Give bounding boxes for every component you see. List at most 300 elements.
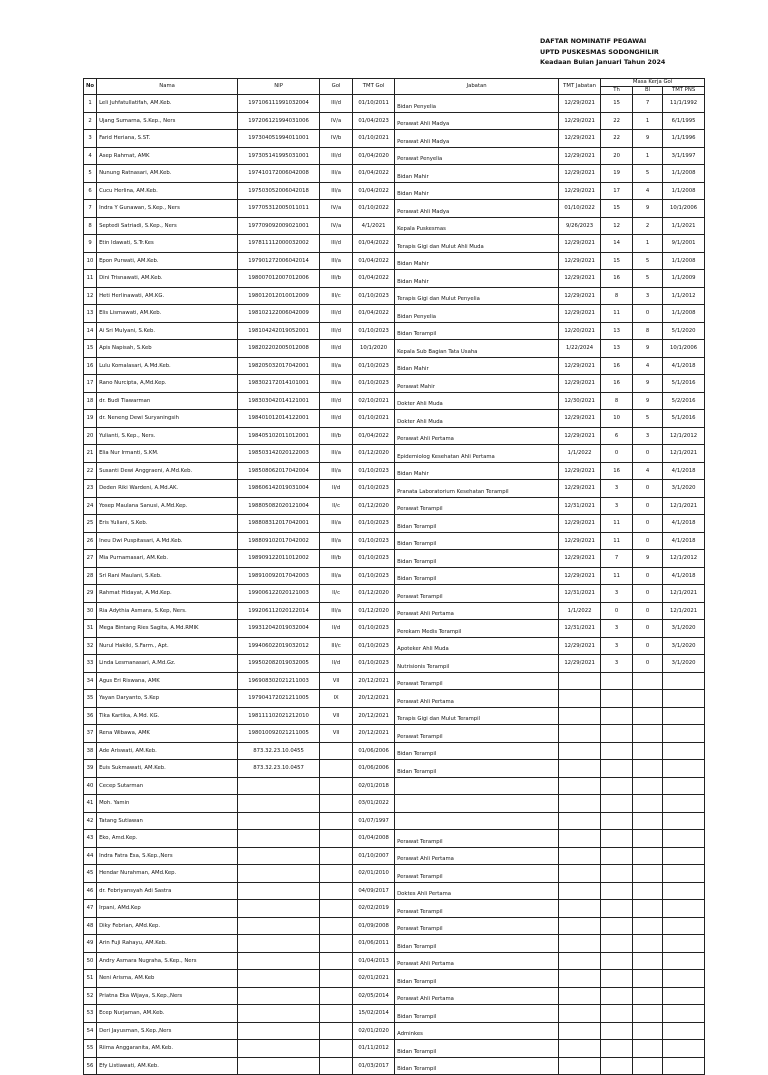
cell-jabatan: Perawat Ahli Pertama — [395, 427, 559, 445]
cell-gol — [320, 795, 353, 813]
table-row — [84, 427, 705, 445]
cell-tmt-gol: 01/06/2006 — [353, 760, 395, 778]
cell-jabatan: Doktes Ahli Pertama — [395, 882, 559, 900]
cell-jabatan: Perawat Terampil — [395, 830, 559, 848]
cell-tmt-gol: 02/01/2021 — [353, 970, 395, 988]
cell-tmt-pns: 1/1/2021 — [663, 217, 705, 235]
cell-tmt-gol: 01/10/2023 — [353, 322, 395, 340]
cell-tmt-gol: 03/01/2022 — [353, 795, 395, 813]
cell-no: 11 — [84, 270, 97, 288]
cell-th: 8 — [601, 392, 633, 410]
cell-no: 12 — [84, 287, 97, 305]
cell-nama: Moh. Yamin — [97, 795, 238, 813]
cell-nama: Apis Napisah, S.Keb — [97, 340, 238, 358]
table-row — [84, 917, 705, 935]
cell-tmt-gol: 01/10/2023 — [353, 515, 395, 533]
col-header-th: Th — [601, 87, 633, 95]
cell-tmt-pns: 4/1/2018 — [663, 567, 705, 585]
table-row — [84, 462, 705, 480]
cell-tmt-pns — [663, 742, 705, 760]
cell-jabatan: Bidan Terampil — [395, 935, 559, 953]
cell-gol: III/b — [320, 550, 353, 568]
cell-nama: Etin Idawati, S.Tr.Kes — [97, 235, 238, 253]
table-row — [84, 952, 705, 970]
cell-gol: III/d — [320, 392, 353, 410]
cell-tmt-gol: 01/10/2022 — [353, 200, 395, 218]
cell-tmt-pns: 5/2/2016 — [663, 392, 705, 410]
cell-tmt-jabatan: 12/29/2021 — [559, 287, 601, 305]
cell-th: 11 — [601, 532, 633, 550]
cell-tmt-gol: 01/12/2020 — [353, 497, 395, 515]
cell-nip: 197206121994031006 — [238, 112, 320, 130]
cell-th: 17 — [601, 182, 633, 200]
cell-tmt-pns — [663, 987, 705, 1005]
cell-nama: Arin Fuji Rahayu, AM.Keb. — [97, 935, 238, 953]
cell-gol: II/d — [320, 655, 353, 673]
cell-tmt-jabatan: 12/30/2021 — [559, 392, 601, 410]
cell-tmt-jabatan — [559, 1057, 601, 1075]
table-row — [84, 742, 705, 760]
cell-gol: IV/a — [320, 217, 353, 235]
cell-gol — [320, 935, 353, 953]
cell-tmt-jabatan — [559, 725, 601, 743]
cell-nama: Lulu Komalasari, A.Md.Keb. — [97, 357, 238, 375]
cell-th: 22 — [601, 130, 633, 148]
cell-tmt-gol: 20/12/2021 — [353, 672, 395, 690]
cell-tmt-gol: 02/10/2021 — [353, 392, 395, 410]
cell-nip — [238, 1057, 320, 1075]
table-row — [84, 305, 705, 323]
cell-gol — [320, 1022, 353, 1040]
cell-jabatan: Apoteker Ahli Muda — [395, 637, 559, 655]
cell-bl — [633, 952, 663, 970]
cell-tmt-pns: 4/1/2018 — [663, 357, 705, 375]
cell-nip: 197811112000032002 — [238, 235, 320, 253]
cell-tmt-jabatan: 12/29/2021 — [559, 462, 601, 480]
cell-tmt-jabatan: 12/29/2021 — [559, 112, 601, 130]
cell-th: 13 — [601, 322, 633, 340]
cell-th — [601, 725, 633, 743]
cell-gol: II/c — [320, 497, 353, 515]
cell-no: 10 — [84, 252, 97, 270]
cell-nip: 198910092017042003 — [238, 567, 320, 585]
cell-tmt-jabatan: 12/29/2021 — [559, 567, 601, 585]
cell-bl — [633, 970, 663, 988]
cell-gol — [320, 742, 353, 760]
cell-no: 17 — [84, 375, 97, 393]
cell-nama: Yulianti, S.Kep., Ners. — [97, 427, 238, 445]
cell-tmt-jabatan: 12/31/2021 — [559, 620, 601, 638]
cell-tmt-gol: 01/10/2011 — [353, 95, 395, 113]
cell-bl: 7 — [633, 95, 663, 113]
cell-tmt-pns: 12/1/2021 — [663, 602, 705, 620]
cell-th: 15 — [601, 200, 633, 218]
table-row — [84, 112, 705, 130]
cell-nama: dr. Budi Tiawarman — [97, 392, 238, 410]
cell-tmt-jabatan: 1/1/2022 — [559, 602, 601, 620]
table-row — [84, 707, 705, 725]
cell-jabatan: Perawat Terampil — [395, 865, 559, 883]
cell-tmt-pns: 1/1/2009 — [663, 270, 705, 288]
cell-bl: 9 — [633, 375, 663, 393]
cell-tmt-pns: 1/1/1996 — [663, 130, 705, 148]
cell-nama: Eko, Amd.Kep. — [97, 830, 238, 848]
cell-nip: 198012012010012009 — [238, 287, 320, 305]
cell-gol: III/a — [320, 252, 353, 270]
cell-gol: III/a — [320, 165, 353, 183]
cell-th: 3 — [601, 497, 633, 515]
table-row — [84, 357, 705, 375]
cell-bl: 0 — [633, 532, 663, 550]
cell-jabatan: Perawat Ahli Pertama — [395, 847, 559, 865]
table-row — [84, 812, 705, 830]
cell-nip: 198503142020122003 — [238, 445, 320, 463]
cell-tmt-jabatan: 01/10/2022 — [559, 200, 601, 218]
cell-no: 16 — [84, 357, 97, 375]
cell-tmt-gol: 10/1/2020 — [353, 340, 395, 358]
cell-tmt-gol: 01/04/2013 — [353, 952, 395, 970]
cell-tmt-gol: 02/01/2020 — [353, 1022, 395, 1040]
cell-jabatan: Bidan Penyelia — [395, 95, 559, 113]
cell-tmt-pns: 3/1/2020 — [663, 480, 705, 498]
cell-bl: 1 — [633, 235, 663, 253]
cell-tmt-jabatan — [559, 812, 601, 830]
cell-no: 34 — [84, 672, 97, 690]
cell-tmt-jabatan — [559, 760, 601, 778]
cell-bl — [633, 1005, 663, 1023]
cell-tmt-jabatan: 12/29/2021 — [559, 95, 601, 113]
table-row — [84, 602, 705, 620]
cell-nama: Ecep Nurjaman, AM.Keb. — [97, 1005, 238, 1023]
cell-no: 46 — [84, 882, 97, 900]
cell-gol: III/a — [320, 567, 353, 585]
cell-tmt-jabatan — [559, 847, 601, 865]
cell-gol — [320, 812, 353, 830]
cell-nama: Cucu Herlina, AM.Keb. — [97, 182, 238, 200]
table-row — [84, 375, 705, 393]
cell-bl — [633, 812, 663, 830]
cell-no: 38 — [84, 742, 97, 760]
cell-bl: 5 — [633, 270, 663, 288]
cell-no: 28 — [84, 567, 97, 585]
cell-nama: Mega Bintang Ries Sagita, A.Md.RMIK — [97, 620, 238, 638]
employee-table — [83, 78, 705, 1075]
cell-bl: 0 — [633, 637, 663, 655]
cell-tmt-pns: 4/1/2018 — [663, 532, 705, 550]
cell-nama: Eris Yuliani, S.Keb. — [97, 515, 238, 533]
cell-no: 18 — [84, 392, 97, 410]
cell-tmt-gol: 01/10/2023 — [353, 375, 395, 393]
cell-tmt-pns: 3/1/2020 — [663, 655, 705, 673]
cell-bl: 1 — [633, 147, 663, 165]
cell-th — [601, 847, 633, 865]
cell-gol: III/a — [320, 357, 353, 375]
cell-jabatan: Perawat Ahli Pertama — [395, 602, 559, 620]
cell-bl — [633, 760, 663, 778]
cell-jabatan: Bidan Terampil — [395, 1005, 559, 1023]
cell-th — [601, 882, 633, 900]
cell-tmt-jabatan — [559, 795, 601, 813]
cell-th — [601, 865, 633, 883]
cell-nama: Dini Trisnawati, AM.Keb. — [97, 270, 238, 288]
cell-tmt-jabatan: 1/22/2024 — [559, 340, 601, 358]
cell-gol: II/d — [320, 620, 353, 638]
cell-tmt-jabatan: 12/29/2021 — [559, 165, 601, 183]
cell-nama: dr. Neneng Dewi Suryaningsih — [97, 410, 238, 428]
cell-tmt-jabatan — [559, 830, 601, 848]
cell-th: 16 — [601, 462, 633, 480]
cell-bl: 0 — [633, 655, 663, 673]
cell-nama: Rano Nurcipta, A,Md.Kep. — [97, 375, 238, 393]
col-header-gol: Gol — [320, 79, 353, 95]
cell-gol — [320, 847, 353, 865]
cell-tmt-pns: 10/1/2006 — [663, 200, 705, 218]
cell-no: 7 — [84, 200, 97, 218]
cell-no: 21 — [84, 445, 97, 463]
table-row — [84, 392, 705, 410]
cell-bl: 0 — [633, 445, 663, 463]
cell-nama: Leli Juhfatullatifah, AM.Keb. — [97, 95, 238, 113]
cell-nip: 197705312005011011 — [238, 200, 320, 218]
cell-tmt-pns: 12/1/2012 — [663, 550, 705, 568]
cell-jabatan: Bidan Terampil — [395, 970, 559, 988]
cell-tmt-gol: 01/10/2023 — [353, 655, 395, 673]
cell-th — [601, 935, 633, 953]
cell-bl: 0 — [633, 602, 663, 620]
cell-jabatan — [395, 795, 559, 813]
cell-th: 16 — [601, 270, 633, 288]
cell-nip: 198007012007012006 — [238, 270, 320, 288]
cell-nip — [238, 882, 320, 900]
cell-nip: 199502082019032005 — [238, 655, 320, 673]
cell-no: 2 — [84, 112, 97, 130]
table-row — [84, 585, 705, 603]
cell-bl: 2 — [633, 217, 663, 235]
cell-tmt-jabatan: 12/29/2021 — [559, 130, 601, 148]
cell-tmt-jabatan: 12/29/2021 — [559, 550, 601, 568]
cell-jabatan: Bidan Mahir — [395, 165, 559, 183]
cell-no: 25 — [84, 515, 97, 533]
table-row — [84, 777, 705, 795]
cell-tmt-pns — [663, 865, 705, 883]
table-row — [84, 497, 705, 515]
cell-tmt-pns — [663, 1005, 705, 1023]
cell-nip: 197709092009021001 — [238, 217, 320, 235]
cell-th: 22 — [601, 112, 633, 130]
cell-gol: IV/b — [320, 130, 353, 148]
cell-th: 8 — [601, 287, 633, 305]
cell-bl: 0 — [633, 497, 663, 515]
table-row — [84, 340, 705, 358]
cell-tmt-gol: 04/09/2017 — [353, 882, 395, 900]
cell-tmt-pns: 9/1/2001 — [663, 235, 705, 253]
cell-tmt-pns: 12/1/2021 — [663, 497, 705, 515]
cell-gol: III/a — [320, 375, 353, 393]
cell-no: 35 — [84, 690, 97, 708]
cell-nama: Ai Sri Mulyani, S.Keb. — [97, 322, 238, 340]
cell-jabatan: Perawat Ahli Pertama — [395, 690, 559, 708]
cell-nama: Heti Herlinawati, AM.KG. — [97, 287, 238, 305]
cell-bl — [633, 1022, 663, 1040]
cell-nip: 197410172006042008 — [238, 165, 320, 183]
cell-nama: Susanti Dewi Anggraeni, A.Md.Keb. — [97, 462, 238, 480]
cell-tmt-gol: 01/04/2022 — [353, 427, 395, 445]
cell-tmt-jabatan: 12/29/2021 — [559, 480, 601, 498]
cell-th: 3 — [601, 585, 633, 603]
cell-no: 48 — [84, 917, 97, 935]
cell-nip — [238, 1005, 320, 1023]
cell-tmt-pns — [663, 707, 705, 725]
table-row — [84, 1040, 705, 1058]
cell-bl: 0 — [633, 567, 663, 585]
cell-jabatan: Bidan Terampil — [395, 515, 559, 533]
cell-th: 16 — [601, 357, 633, 375]
cell-tmt-pns — [663, 900, 705, 918]
cell-jabatan: Dokter Ahli Muda — [395, 410, 559, 428]
cell-tmt-pns — [663, 812, 705, 830]
table-row — [84, 865, 705, 883]
cell-nama: Ria Adythia Asmara, S.Kep, Ners. — [97, 602, 238, 620]
cell-th — [601, 795, 633, 813]
cell-tmt-pns — [663, 882, 705, 900]
cell-jabatan: Bidan Terampil — [395, 1057, 559, 1075]
cell-tmt-jabatan — [559, 882, 601, 900]
cell-bl: 3 — [633, 427, 663, 445]
cell-th — [601, 970, 633, 988]
cell-nip: 198104242019052001 — [238, 322, 320, 340]
cell-bl — [633, 865, 663, 883]
cell-jabatan: Adminkes — [395, 1022, 559, 1040]
cell-no: 33 — [84, 655, 97, 673]
cell-nama: Farid Heriana, S.ST. — [97, 130, 238, 148]
cell-jabatan: Bidan Terampil — [395, 742, 559, 760]
cell-no: 23 — [84, 480, 97, 498]
cell-bl: 9 — [633, 550, 663, 568]
cell-jabatan: Terapis Gigi dan Mulut Terampil — [395, 707, 559, 725]
cell-tmt-gol: 02/01/2018 — [353, 777, 395, 795]
cell-gol: III/a — [320, 445, 353, 463]
cell-nip — [238, 952, 320, 970]
cell-nama: Yosep Maulana Sanusi, A.Md.Kep. — [97, 497, 238, 515]
table-body — [84, 95, 705, 1075]
cell-th — [601, 830, 633, 848]
cell-th — [601, 777, 633, 795]
cell-nama: Priatna Eka Wijaya, S.Kep.,Ners — [97, 987, 238, 1005]
cell-bl: 4 — [633, 357, 663, 375]
cell-tmt-gol: 01/06/2006 — [353, 742, 395, 760]
cell-nip: 873.32.23.10.0457 — [238, 760, 320, 778]
cell-th — [601, 1057, 633, 1075]
cell-tmt-jabatan — [559, 1040, 601, 1058]
table-row — [84, 532, 705, 550]
cell-nip: 197304051994011001 — [238, 130, 320, 148]
cell-th: 3 — [601, 637, 633, 655]
cell-tmt-jabatan: 12/29/2021 — [559, 235, 601, 253]
cell-bl: 0 — [633, 585, 663, 603]
table-row — [84, 760, 705, 778]
cell-nip: 198202202005012008 — [238, 340, 320, 358]
cell-tmt-pns: 3/1/2020 — [663, 637, 705, 655]
cell-tmt-pns — [663, 847, 705, 865]
cell-th: 14 — [601, 235, 633, 253]
table-row — [84, 970, 705, 988]
cell-nip — [238, 1040, 320, 1058]
cell-gol: III/a — [320, 182, 353, 200]
cell-tmt-jabatan: 12/29/2021 — [559, 532, 601, 550]
cell-gol — [320, 760, 353, 778]
cell-th — [601, 707, 633, 725]
cell-nama: Elis Lismawati, AM.Keb. — [97, 305, 238, 323]
cell-tmt-pns: 1/1/2008 — [663, 165, 705, 183]
table-row — [84, 410, 705, 428]
cell-gol: IV/a — [320, 200, 353, 218]
cell-jabatan: Perawat Ahli Pertama — [395, 987, 559, 1005]
cell-no: 26 — [84, 532, 97, 550]
cell-tmt-jabatan — [559, 900, 601, 918]
cell-th — [601, 987, 633, 1005]
cell-bl — [633, 847, 663, 865]
cell-nip — [238, 935, 320, 953]
cell-tmt-jabatan: 9/26/2023 — [559, 217, 601, 235]
cell-nama: Deri Jayusman, S.Kep.,Ners — [97, 1022, 238, 1040]
cell-gol: III/d — [320, 340, 353, 358]
cell-tmt-pns — [663, 1057, 705, 1075]
cell-jabatan: Perawat Ahli Madya — [395, 112, 559, 130]
cell-tmt-jabatan — [559, 1005, 601, 1023]
cell-th: 15 — [601, 252, 633, 270]
cell-jabatan: Bidan Penyelia — [395, 305, 559, 323]
cell-gol: III/a — [320, 462, 353, 480]
cell-jabatan: Bidan Mahir — [395, 462, 559, 480]
cell-nip — [238, 865, 320, 883]
cell-nip — [238, 900, 320, 918]
cell-nama: Yayan Daryanto, S.Kep — [97, 690, 238, 708]
cell-tmt-pns: 5/1/2020 — [663, 322, 705, 340]
cell-tmt-gol: 01/12/2020 — [353, 602, 395, 620]
cell-tmt-jabatan: 12/29/2021 — [559, 357, 601, 375]
cell-no: 41 — [84, 795, 97, 813]
table-row — [84, 637, 705, 655]
cell-tmt-jabatan: 12/29/2021 — [559, 637, 601, 655]
cell-bl: 0 — [633, 305, 663, 323]
cell-nama: Tika Kartika, A.Md. KG. — [97, 707, 238, 725]
cell-gol — [320, 1005, 353, 1023]
cell-bl — [633, 1040, 663, 1058]
cell-nama: Irpani, AMd.Kep — [97, 900, 238, 918]
cell-tmt-jabatan — [559, 1022, 601, 1040]
cell-nip: 197305141995031001 — [238, 147, 320, 165]
cell-bl — [633, 1057, 663, 1075]
table-row — [84, 725, 705, 743]
cell-no: 51 — [84, 970, 97, 988]
cell-bl: 4 — [633, 462, 663, 480]
cell-nip — [238, 970, 320, 988]
cell-gol — [320, 882, 353, 900]
cell-nama: Ujang Sumarna, S.Kep., Ners — [97, 112, 238, 130]
cell-gol — [320, 1040, 353, 1058]
cell-nip: 198508062017042004 — [238, 462, 320, 480]
cell-jabatan: Bidan Terampil — [395, 760, 559, 778]
report-period: Keadaan Bulan Januari Tahun 2024 — [540, 58, 666, 66]
cell-tmt-jabatan: 12/29/2021 — [559, 270, 601, 288]
cell-tmt-gol: 01/07/1997 — [353, 812, 395, 830]
cell-gol: III/d — [320, 235, 353, 253]
cell-tmt-gol: 01/10/2023 — [353, 532, 395, 550]
cell-nip — [238, 847, 320, 865]
cell-bl: 0 — [633, 515, 663, 533]
cell-bl: 0 — [633, 620, 663, 638]
cell-no: 3 — [84, 130, 97, 148]
